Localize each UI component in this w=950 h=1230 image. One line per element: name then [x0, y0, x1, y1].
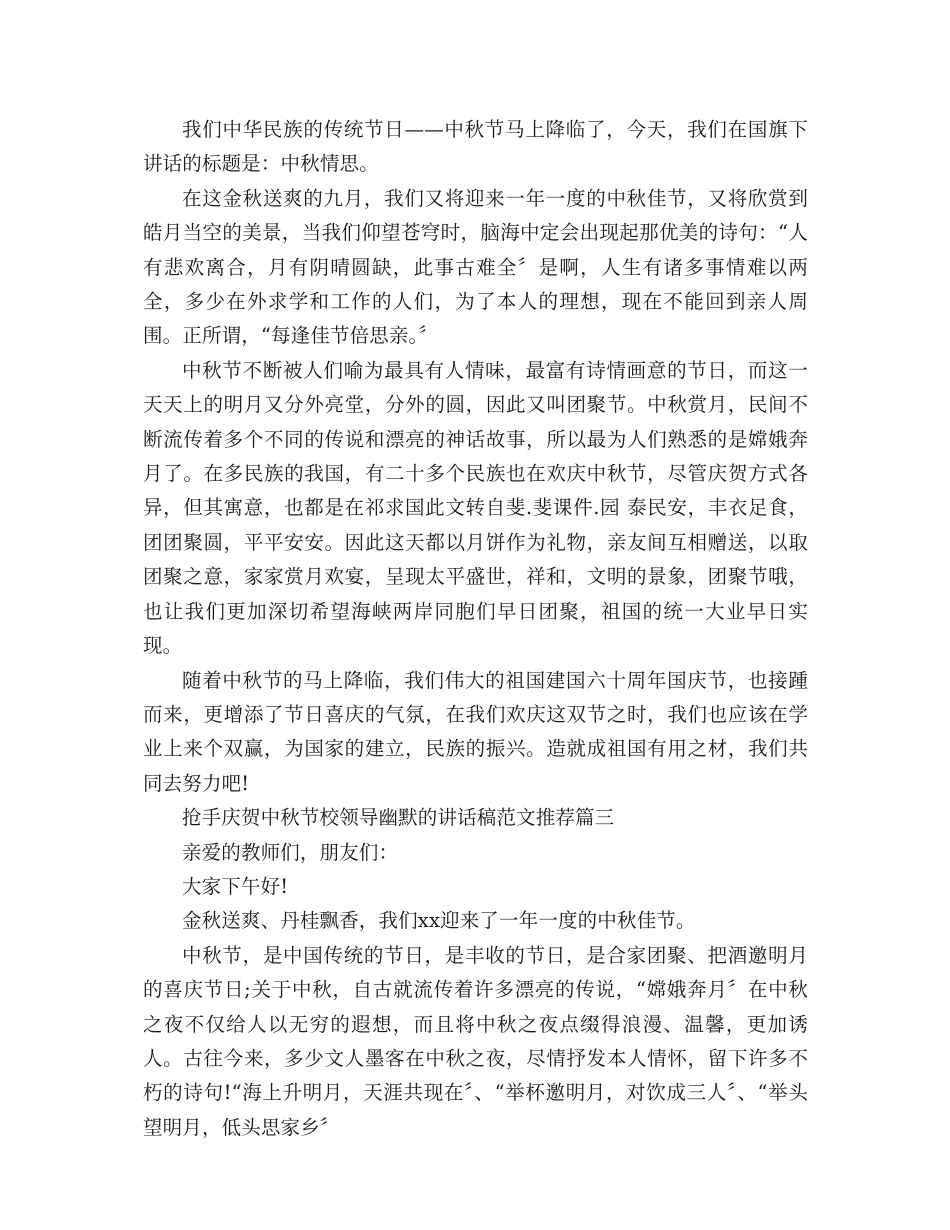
paragraph-1: 我们中华民族的传统节日——中秋节马上降临了，今天，我们在国旗下讲话的标题是：中秋情思。: [143, 118, 808, 176]
document-body: [143, 113, 808, 1145]
paragraph-4: 随着中秋节的马上降临，我们伟大的祖国建国六十周年国庆节，也接踵而来，更增添了节日喜庆的气氛，在我们欢庆这双节之时，我们也应该在学业上来个双赢，为国家的建立，民族的振兴。造就成祖国有用之材，我们共同去努力吧!: [143, 668, 808, 795]
salutation: 亲爱的教师们，朋友们：: [182, 840, 399, 864]
paragraph-5: 金秋送爽、丹桂飘香，我们xx迎来了一年一度的中秋佳节。: [182, 909, 696, 933]
paragraph-2: 在这金秋送爽的九月，我们又将迎来一年一度的中秋佳节，又将欣赏到皓月当空的美景，当我们仰望苍穹时，脑海中定会出现起那优美的诗句：“人有悲欢离合，月有阴晴圆缺，此事古难全〞是啊，人生有诸多事情难以两全，多少在外求学和工作的人们，为了本人的理想，现在不能回到亲人周围。正所谓，“每逢佳节倍思亲。〞: [143, 186, 808, 348]
greeting: 大家下午好!: [182, 874, 289, 898]
section-heading: 抢手庆贺中秋节校领导幽默的讲话稿范文推荐篇三: [182, 806, 615, 830]
paragraph-3: 中秋节不断被人们喻为最具有人情味，最富有诗情画意的节日，而这一天天上的明月又分外亮堂，分外的圆，因此又叫团聚节。中秋赏月，民间不断流传着多个不同的传说和漂亮的神话故事，所以最为人们熟悉的是嫦娥奔月了。在多民族的我国，有二十多个民族也在欢庆中秋节，尽管庆贺方式各异，但其寓意，也都是在祁求国此文转自斐.斐课件.园 泰民安，丰衣足食，团团聚圆，平平安安。因此这天都以月饼作为礼物，亲友间互相赠送，以取团聚之意，家家赏月欢宴，呈现太平盛世，祥和，文明的景象，团聚节哦，也让我们更加深切希望海峡两岸同胞们早日团聚，祖国的统一大业早日实现。: [143, 358, 808, 658]
paragraph-6: 中秋节，是中国传统的节日，是丰收的节日，是合家团聚、把酒邀明月的喜庆节日;关于中秋，自古就流传着许多漂亮的传说，“嫦娥奔月〞在中秋之夜不仅给人以无穷的遐想，而且将中秋之夜点缀得浪漫、温馨，更加诱人。古往今来，多少文人墨客在中秋之夜，尽情抒发本人情怀，留下许多不朽的诗句!“海上升明月，天涯共现在〞、“举杯邀明月，对饮成三人〞、“举头望明月，低头思家乡〞: [143, 943, 808, 1139]
